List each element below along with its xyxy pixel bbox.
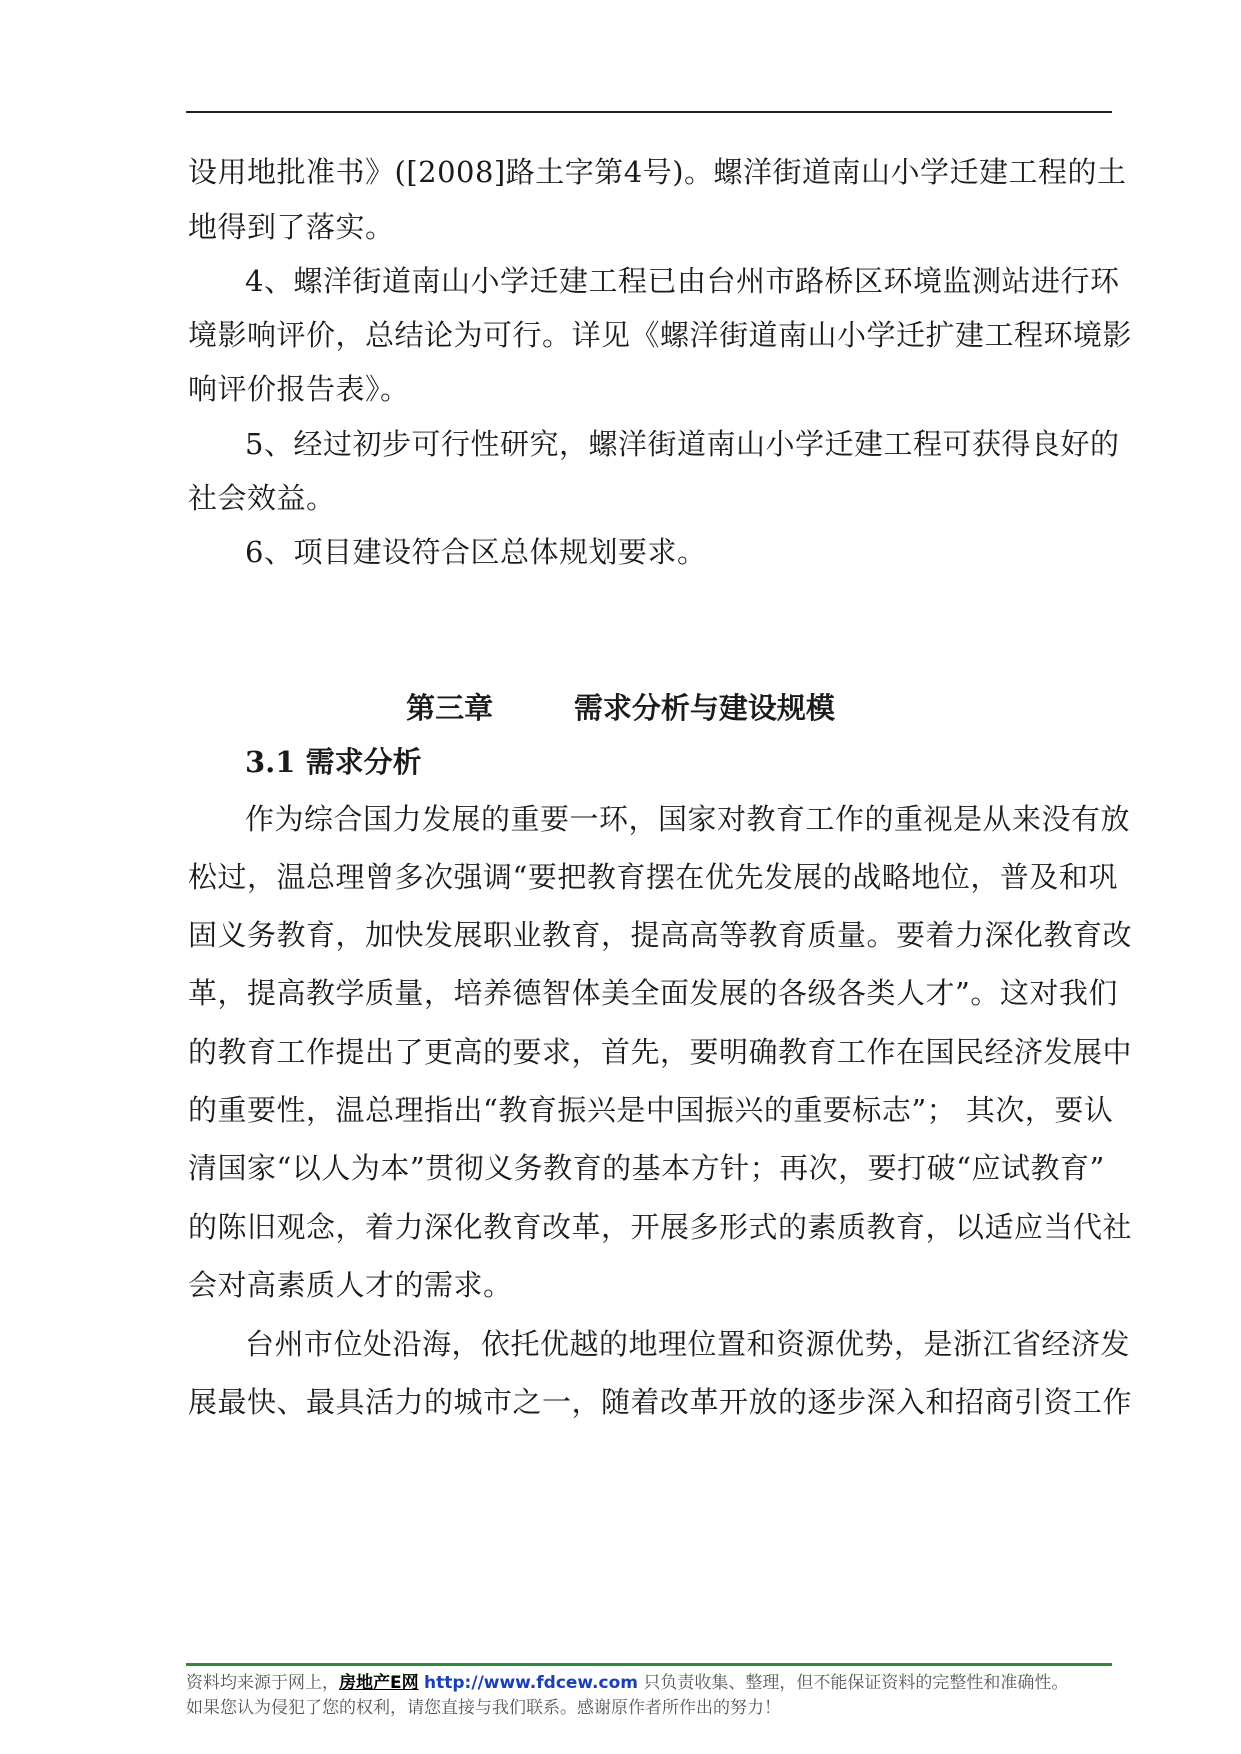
footer-line-2: 如果您认为侵犯了您的权利，请您直接与我们联系。感谢原作者所作出的努力！ bbox=[186, 1698, 781, 1718]
text-line: 设用地批准书》([2008]路土字第4号)。螺洋街道南山小学迁建工程的土 bbox=[188, 155, 1127, 189]
text-line: 的陈旧观念，着力深化教育改革，开展多形式的素质教育，以适应当代社 bbox=[188, 1210, 1133, 1244]
section-number: 3.1 bbox=[245, 745, 296, 779]
text-line: 的重要性，温总理指出“教育振兴是中国振兴的重要标志”； 其次，要认 bbox=[188, 1093, 1114, 1127]
text-line: 社会效益。 bbox=[188, 481, 336, 515]
footer-brand-link[interactable]: 房地产E网 bbox=[339, 1673, 419, 1693]
footer-line-1 bbox=[186, 1671, 1068, 1696]
text-line: 5、经过初步可行性研究，螺洋街道南山小学迁建工程可获得良好的 bbox=[245, 427, 1120, 461]
chapter-number: 第三章 bbox=[406, 691, 494, 725]
header-rule bbox=[186, 111, 1112, 113]
text-line: 6、项目建设符合区总体规划要求。 bbox=[245, 535, 707, 569]
text-line: 革，提高教学质量，培养德智体美全面发展的各级各类人才”。这对我们 bbox=[188, 976, 1118, 1010]
chapter-title: 需求分析与建设规模 bbox=[573, 691, 835, 725]
text-line: 响评价报告表》。 bbox=[188, 372, 410, 406]
text-line: 会对高素质人才的需求。 bbox=[188, 1268, 513, 1302]
text-line: 固义务教育，加快发展职业教育，提高高等教育质量。要着力深化教育改 bbox=[188, 918, 1133, 952]
text-line: 作为综合国力发展的重要一环，国家对教育工作的重视是从来没有放 bbox=[245, 802, 1131, 836]
footer-prefix: 资料均来源于网上， bbox=[186, 1673, 339, 1693]
footer-suffix: 只负责收集、整理，但不能保证资料的完整性和准确性。 bbox=[643, 1673, 1069, 1693]
text-line: 4、螺洋街道南山小学迁建工程已由台州市路桥区环境监测站进行环 bbox=[245, 264, 1120, 298]
footer-rule bbox=[186, 1663, 1112, 1666]
text-line: 境影响评价，总结论为可行。详见《螺洋街道南山小学迁扩建工程环境影 bbox=[188, 318, 1133, 352]
text-line: 清国家“以人为本”贯彻义务教育的基本方针；再次，要打破“应试教育” bbox=[188, 1151, 1105, 1185]
footer-url-link[interactable]: http://www.fdcew.com bbox=[424, 1673, 638, 1693]
chapter-heading bbox=[0, 686, 1241, 727]
text-line: 松过，温总理曾多次强调“要把教育摆在优先发展的战略地位，普及和巩 bbox=[188, 860, 1118, 894]
section-title: 需求分析 bbox=[305, 745, 422, 779]
text-line: 的教育工作提出了更高的要求，首先，要明确教育工作在国民经济发展中 bbox=[188, 1035, 1133, 1069]
text-line: 展最快、最具活力的城市之一，随着改革开放的逐步深入和招商引资工作 bbox=[188, 1385, 1133, 1419]
text-line: 台州市位处沿海，依托优越的地理位置和资源优势，是浙江省经济发 bbox=[245, 1327, 1131, 1361]
section-heading bbox=[245, 740, 422, 781]
footer bbox=[186, 1671, 1068, 1721]
text-line: 地得到了落实。 bbox=[188, 210, 395, 244]
